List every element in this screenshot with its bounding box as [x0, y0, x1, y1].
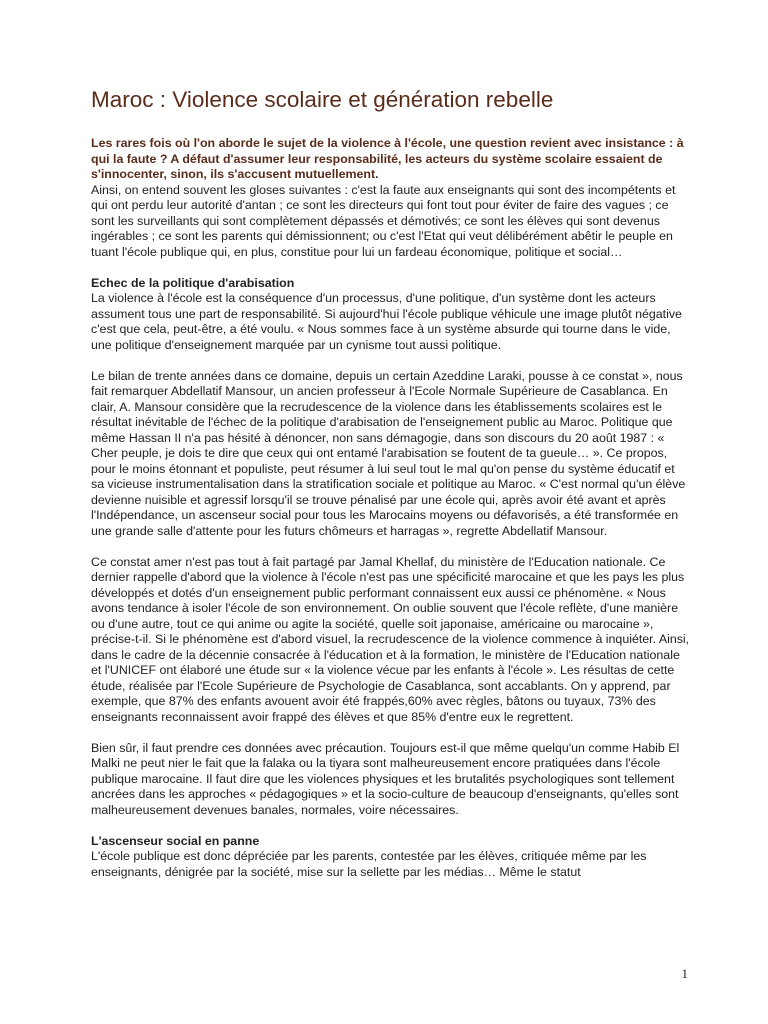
- section-heading: Echec de la politique d'arabisation: [91, 275, 295, 290]
- lead-paragraph: Les rares fois où l'on aborde le sujet de la violence à l'école, une question revient avec insistance : à qui la faute ? A défaut d'assumer leur responsabilité, les acteurs du système scolaire essaient de s'innocenter, sinon, ils s'accusent mutuellement.: [91, 136, 684, 181]
- document-title: Maroc : Violence scolaire et génération rebelle: [91, 87, 554, 112]
- body-paragraph: Ce constat amer n'est pas tout à fait partagé par Jamal Khellaf, du ministère de l'Education nationale. Ce dernier rappelle d'abord que la violence à l'école n'est pas une spécificité marocaine et que les pays les plus développés et dotés d'un enseignement public performant connaissent eux aussi ce phénomène. « Nous avons tendance à isoler l'école de son environnement. On oublie souvent que l'école reflète, d'une manière ou d'une autre, tout ce qui anime ou agite la société, quelle soit japonaise, américaine ou marocaine », précise-t-il. Si le phénomène est d'abord visuel, la recrudescence de la violence commence à inquiéter. Ainsi, dans le cadre de la décennie consacrée à l'éducation et à la formation, le ministère de l'Education nationale et l'UNICEF ont élaboré une étude sur « la violence vécue par les enfants à l'école ». Les résultas de cette étude, réalisée par l'Ecole Supérieure de Psychologie de Casablanca, sont accablants. On y apprend, par exemple, que 87% des enfants avouent avoir été frappés,60% avec règles, bâtons ou tuyaux, 73% des enseignants reconnaissent avoir frappé des élèves et que 85% d'entre eux le regrettent.: [91, 554, 690, 724]
- section-heading: L'ascenseur social en panne: [91, 833, 260, 848]
- body-paragraph: La violence à l'école est la conséquence d'un processus, d'une politique, d'un système dont les acteurs assument tous une part de responsabilité. Si aujourd'hui l'école publique véhicule une image plutôt négative c'est que cela, peut-être, a été voulu. « Nous sommes face à un système absurde qui tourne dans le vide, une politique d'enseignement marquée par un cynisme tout aussi politique.: [91, 291, 682, 352]
- body-paragraph: Le bilan de trente années dans ce domaine, depuis un certain Azeddine Laraki, pousse à ce constat », nous fait remarquer Abdellatif Mansour, un ancien professeur à l'Ecole Normale Supérieure de Casablanca. En clair, A. Mansour considère que la recrudescence de la violence dans les établissements scolaires est le résultat inévitable de l'échec de la politique d'arabisation de l'enseignement public au Maroc. Politique que même Hassan II n'a pas hésité à dénoncer, non sans démagogie, dans son discours du 20 août 1987 : « Cher peuple, je dois te dire que ceux qui ont entamé l'arabisation se foutent de ta gueule… ». Ce propos, pour le moins étonnant et populiste, peut résumer à lui seul tout le mal qu'on pense du système éducatif et sa vicieuse instrumentalisation dans la stratification sociale et politique au Maroc. « C'est normal qu'un élève devienne nuisible et agressif lorsqu'il se trouve pénalisé par une école qui, après avoir été avant et après l'Indépendance, un ascenseur social pour tous les Marocains moyens ou défavorisés, a été transformée en une grande salle d'attente pour les futurs chômeurs et harragas », regrette Abdellatif Mansour.: [91, 368, 686, 538]
- body-paragraph: L'école publique est donc dépréciée par les parents, contestée par les élèves, critiquée même par les enseignants, dénigrée par la société, mise sur la sellette par les médias… Même le statut: [91, 849, 647, 879]
- document-page: [91, 84, 691, 896]
- body-paragraph: Bien sûr, il faut prendre ces données avec précaution. Toujours est-il que même quelqu'un comme Habib El Malki ne peut nier le fait que la falaka ou la tiyara sont malheureusement encore pratiquées dans l'école publique marocaine. Il faut dire que les violences physiques et les brutalités psychologiques sont tellement ancrées dans les approches « pédagogiques » et la socio-culture de beaucoup d'enseignants, qu'elles sont malheureusement devenues banales, normales, voire nécessaires.: [91, 740, 680, 817]
- page-number: 1: [681, 966, 688, 981]
- intro-paragraph: Ainsi, on entend souvent les gloses suivantes : c'est la faute aux enseignants qui sont des incompétents et qui ont perdu leur autorité d'antan ; ce sont les directeurs qui font tout pour éviter de faire des vagues ; ce sont les surveillants qui sont complètement dépassés et démotivés; ce sont les élèves qui sont devenus ingérables ; ce sont les parents qui démissionnent; ou c'est l'Etat qui veut délibérément abêtir le peuple en tuant l'école publique qui, en plus, constitue pour lui un fardeau économique, politique et social…: [91, 182, 676, 259]
